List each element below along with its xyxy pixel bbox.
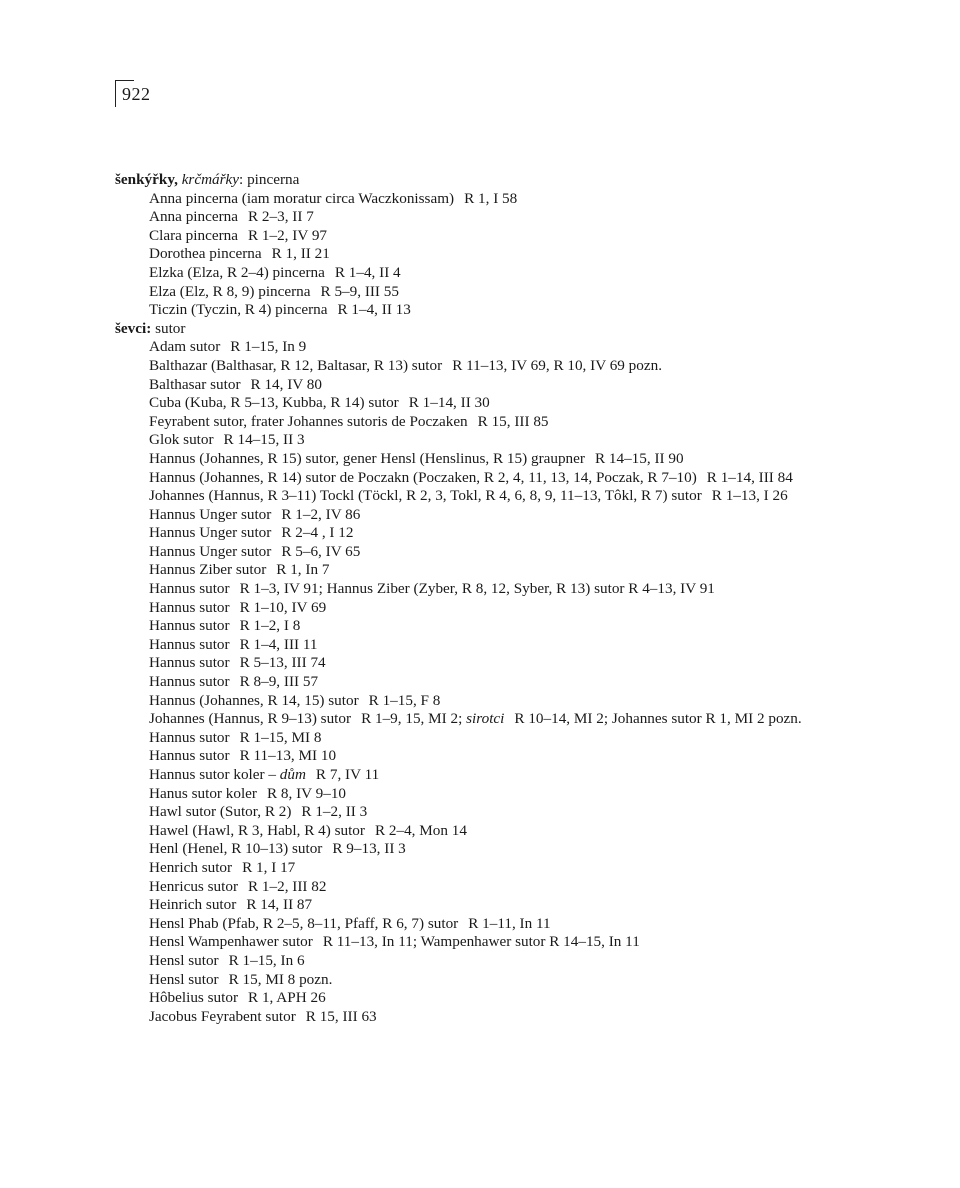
entry-name: Hannus Unger sutor — [149, 524, 272, 542]
index-entry — [115, 822, 855, 841]
index-entry — [115, 506, 855, 525]
index-entry — [115, 1008, 855, 1027]
entry-name: Hawel (Hawl, R 3, Habl, R 4) sutor — [149, 821, 365, 839]
index-entry — [115, 469, 855, 488]
entry-name: Hensl Wampenhawer sutor — [149, 933, 313, 951]
index-entry — [115, 227, 855, 246]
entry-reference: R 11–13, MI 10 — [239, 747, 337, 765]
index-entry — [115, 245, 855, 264]
entry-italic-note: sirotci — [466, 710, 505, 728]
entry-name: Hannus Unger sutor — [149, 542, 272, 560]
entry-reference: R 1–2, I 8 — [239, 617, 301, 635]
entry-reference: R 1–2, II 3 — [301, 803, 368, 821]
entry-name: Heinrich sutor — [149, 896, 237, 914]
section-heading — [115, 171, 855, 190]
index-entry — [115, 524, 855, 543]
entry-name: Hannus sutor — [149, 654, 230, 672]
entry-name: Anna pincerna (iam moratur circa Waczkonissam) — [149, 189, 455, 207]
entry-name: Elzka (Elza, R 2–4) pincerna — [149, 263, 325, 281]
index-entry — [115, 487, 855, 506]
entry-name: Johannes (Hannus, R 3–11) Tockl (Töckl, R 2, 3, Tokl, R 4, 6, 8, 9, 11–13, Tôkl, R 7) sutor — [149, 487, 702, 505]
index-entry — [115, 301, 855, 320]
entry-reference: R 2–4 , I 12 — [281, 524, 354, 542]
index-entry — [115, 989, 855, 1008]
entry-name: Hensl sutor — [149, 970, 219, 988]
entry-reference: R 5–6, IV 65 — [281, 542, 361, 560]
index-entry — [115, 190, 855, 209]
entry-name: Hanus sutor koler — [149, 784, 257, 802]
entry-reference: R 2–3, II 7 — [247, 208, 314, 226]
entry-name: Johannes (Hannus, R 9–13) sutor — [149, 710, 352, 728]
index-entry — [115, 394, 855, 413]
index-entry — [115, 413, 855, 432]
entry-reference: R 5–9, III 55 — [320, 282, 399, 300]
entry-reference: R 15, III 85 — [477, 412, 549, 430]
index-entry — [115, 747, 855, 766]
index-entry — [115, 580, 855, 599]
entry-reference: R 1–13, I 26 — [711, 487, 788, 505]
entry-name: Hannus (Johannes, R 15) sutor, gener Hensl (Henslinus, R 15) graupner — [149, 449, 585, 467]
index-entry — [115, 561, 855, 580]
entry-reference: R 1–11, In 11 — [468, 914, 551, 932]
index-entry — [115, 971, 855, 990]
index-entry — [115, 599, 855, 618]
entry-reference: R 8–9, III 57 — [239, 673, 319, 691]
entry-reference: R 14, IV 80 — [250, 375, 322, 393]
entry-name: Ticzin (Tyczin, R 4) pincerna — [149, 301, 328, 319]
entry-reference-extra: R 7, IV 11 — [315, 766, 380, 783]
index-entry — [115, 617, 855, 636]
entry-name: Jacobus Feyrabent sutor — [149, 1007, 296, 1025]
index-entry — [115, 431, 855, 450]
entry-reference: R 11–13, In 11; Wampenhawer sutor R 14–15, In 11 — [322, 933, 640, 951]
heading-synonym: krčmářky — [181, 171, 240, 188]
index-entry — [115, 543, 855, 562]
index-entry — [115, 692, 855, 711]
index-entry — [115, 450, 855, 469]
index-entry — [115, 636, 855, 655]
entry-name: Balthasar sutor — [149, 375, 241, 393]
entry-name: Feyrabent sutor, frater Johannes sutoris de Poczaken — [149, 412, 468, 430]
entry-name: Balthazar (Balthasar, R 12, Baltasar, R 13) sutor — [149, 356, 443, 374]
entry-reference: R 1–2, IV 97 — [247, 226, 328, 244]
index-entry — [115, 264, 855, 283]
entry-reference: R 1–15, MI 8 — [239, 728, 322, 746]
index-entry — [115, 915, 855, 934]
entry-reference: R 1–10, IV 69 — [239, 598, 327, 616]
entry-name: Hôbelius sutor — [149, 989, 239, 1007]
entry-reference: R 1–2, IV 86 — [281, 505, 361, 523]
entry-name: Hensl Phab (Pfab, R 2–5, 8–11, Pfaff, R 6, 7) sutor — [149, 914, 459, 932]
entry-name: Hannus (Johannes, R 14) sutor de Poczakn (Poczaken, R 2, 4, 11, 13, 14, Poczak, R 7–10) — [149, 468, 697, 486]
index-entry — [115, 840, 855, 859]
entry-reference: R 1–15, In 6 — [228, 951, 305, 969]
entry-name: Hawl sutor (Sutor, R 2) — [149, 803, 292, 821]
entry-name: Hensl sutor — [149, 951, 219, 969]
entry-name: Hannus sutor — [149, 673, 230, 691]
entry-reference: R 8, IV 9–10 — [266, 784, 347, 802]
entry-name: Anna pincerna — [149, 208, 238, 226]
index-entry — [115, 933, 855, 952]
index-entry — [115, 654, 855, 673]
index-entry — [115, 766, 855, 785]
entry-name: Hannus Ziber sutor — [149, 561, 267, 579]
entry-reference: R 1, II 21 — [271, 245, 330, 263]
entry-reference: R 1–4, III 11 — [239, 635, 318, 653]
entry-reference: R 14–15, II 3 — [223, 431, 305, 449]
entry-reference: R 1, I 17 — [242, 858, 296, 876]
entry-name: Adam sutor — [149, 338, 221, 356]
index-entry — [115, 357, 855, 376]
index-entry — [115, 710, 855, 729]
entry-reference: R 5–13, III 74 — [239, 654, 326, 672]
entry-reference: R 14–15, II 90 — [594, 449, 684, 467]
heading-term: šenkýřky, — [115, 171, 178, 188]
entry-reference: R 2–4, Mon 14 — [374, 821, 467, 839]
index-entry — [115, 896, 855, 915]
index-entries — [115, 171, 855, 1026]
entry-name: Hannus sutor — [149, 635, 230, 653]
entry-reference: R 1–3, IV 91; Hannus Ziber (Zyber, R 8, 12, Syber, R 13) sutor R 4–13, IV 91 — [239, 580, 715, 598]
entry-reference: R 1–15, F 8 — [368, 691, 441, 709]
entry-reference: R 1, In 7 — [276, 561, 330, 579]
entry-reference: R 1–9, 15, MI 2; — [361, 710, 463, 728]
entry-name: Henricus sutor — [149, 877, 238, 895]
entry-reference: R 15, MI 8 pozn. — [228, 970, 333, 988]
entry-name: Hannus sutor — [149, 728, 230, 746]
entry-name: Hannus sutor — [149, 598, 230, 616]
index-entry — [115, 803, 855, 822]
entry-name: Henl (Henel, R 10–13) sutor — [149, 840, 323, 858]
entry-italic-note: dům — [279, 766, 306, 783]
heading-latin: : pincerna — [239, 171, 300, 188]
entry-reference: R 14, II 87 — [246, 896, 313, 914]
entry-reference-extra: R 10–14, MI 2; Johannes sutor R 1, MI 2 pozn. — [514, 710, 802, 728]
entry-name: Elza (Elz, R 8, 9) pincerna — [149, 282, 311, 300]
heading-term: ševci: — [115, 319, 152, 337]
entry-name: Hannus sutor — [149, 747, 230, 765]
entry-reference: R 1–15, In 9 — [230, 338, 307, 356]
entry-name: Glok sutor — [149, 431, 214, 449]
page-number: 922 — [122, 84, 151, 104]
entry-reference: R 9–13, II 3 — [332, 840, 406, 858]
entry-reference: R 15, III 63 — [305, 1007, 377, 1025]
entry-reference: R 1–4, II 4 — [334, 263, 401, 281]
entry-reference: R 1–14, III 84 — [706, 468, 793, 486]
entry-name: Dorothea pincerna — [149, 245, 262, 263]
section-heading — [115, 320, 855, 339]
entry-name: Cuba (Kuba, R 5–13, Kubba, R 14) sutor — [149, 394, 399, 412]
index-entry — [115, 952, 855, 971]
entry-name: Clara pincerna — [149, 226, 238, 244]
entry-reference: R 1, APH 26 — [248, 989, 326, 1007]
entry-reference: R 1, I 58 — [464, 189, 518, 207]
index-entry — [115, 673, 855, 692]
entry-reference: R 1–14, II 30 — [408, 394, 490, 412]
entry-name: Hannus sutor koler – — [149, 766, 276, 783]
entry-name: Henrich sutor — [149, 858, 233, 876]
index-entry — [115, 283, 855, 302]
index-entry — [115, 376, 855, 395]
index-entry — [115, 878, 855, 897]
heading-latin: sutor — [151, 319, 186, 337]
entry-name: Hannus Unger sutor — [149, 505, 272, 523]
entry-name: Hannus (Johannes, R 14, 15) sutor — [149, 691, 359, 709]
entry-reference: R 1–4, II 13 — [337, 301, 411, 319]
index-entry — [115, 208, 855, 227]
index-entry — [115, 785, 855, 804]
entry-name: Hannus sutor — [149, 617, 230, 635]
index-entry — [115, 338, 855, 357]
index-entry — [115, 729, 855, 748]
entry-name: Hannus sutor — [149, 580, 230, 598]
entry-reference: R 1–2, III 82 — [248, 877, 327, 895]
entry-reference: R 11–13, IV 69, R 10, IV 69 pozn. — [452, 356, 663, 374]
index-entry — [115, 859, 855, 878]
